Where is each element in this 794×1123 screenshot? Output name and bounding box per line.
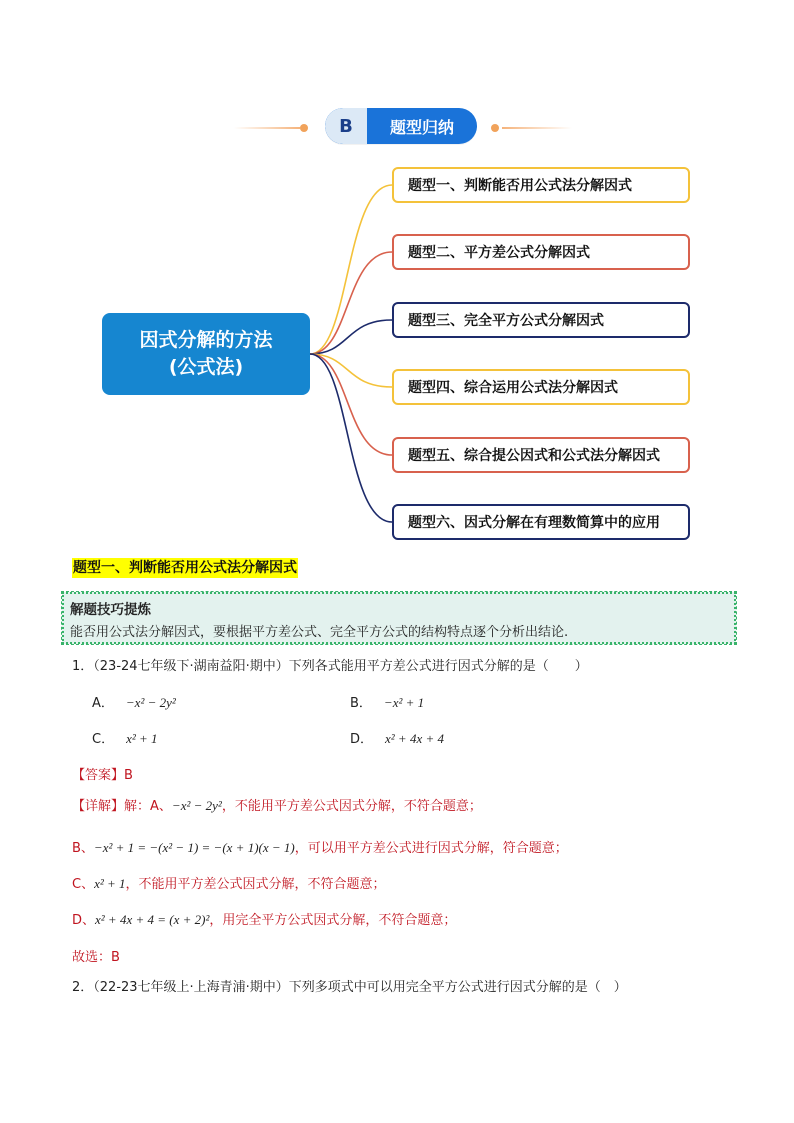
option-a-math: −x² − 2y² bbox=[125, 695, 176, 710]
detail-c-text: ，不能用平方差公式因式分解，不符合题意； bbox=[125, 877, 386, 892]
option-c-label: C． bbox=[92, 732, 115, 747]
detail-d-text: ，用完全平方公式因式分解，不符合题意； bbox=[209, 913, 457, 928]
option-b bbox=[350, 692, 424, 711]
connector-3 bbox=[310, 320, 392, 354]
connector-5 bbox=[310, 354, 392, 455]
question-1-stem: 1．（23-24七年级下·湖南益阳·期中）下列各式能用平方差公式进行因式分解的是（ ） bbox=[72, 659, 588, 674]
question-2-stem: 2．（22-23七年级上·上海青浦·期中）下列多项式中可以用完全平方公式进行因式分解的是（ ） bbox=[72, 980, 627, 995]
tip-box bbox=[62, 592, 736, 644]
header-dot-left bbox=[300, 124, 308, 132]
mind-map bbox=[0, 160, 794, 550]
option-c bbox=[92, 728, 158, 747]
section-1-title: 题型一、判断能否用公式法分解因式 bbox=[73, 560, 297, 576]
detail-c-math: x² + 1 bbox=[94, 876, 126, 891]
option-a-label: A． bbox=[92, 696, 114, 711]
branch-6: 题型六、因式分解在有理数简算中的应用 bbox=[392, 504, 690, 540]
branch-1: 题型一、判断能否用公式法分解因式 bbox=[392, 167, 690, 203]
detail-c-prefix: C、 bbox=[72, 877, 95, 892]
connector-1 bbox=[310, 185, 392, 354]
option-c-math: x² + 1 bbox=[126, 731, 158, 746]
option-d-label: D． bbox=[350, 732, 374, 747]
answer-value: B bbox=[124, 768, 133, 783]
header-line-left bbox=[234, 127, 300, 129]
detail-b-math: −x² + 1 = −(x² − 1) = −(x + 1)(x − 1) bbox=[93, 840, 295, 855]
connector-2 bbox=[310, 252, 392, 354]
detail-prefix: 解：A、 bbox=[124, 799, 172, 814]
header-pill bbox=[325, 108, 477, 144]
connector-4 bbox=[310, 354, 392, 387]
detail-d-prefix: D、 bbox=[72, 913, 96, 928]
header-letter: B bbox=[325, 108, 367, 144]
branch-3: 题型三、完全平方公式分解因式 bbox=[392, 302, 690, 338]
detail-d-line bbox=[72, 909, 456, 928]
branch-2: 题型二、平方差公式分解因式 bbox=[392, 234, 690, 270]
detail-a-text: ，不能用平方差公式因式分解，不符合题意； bbox=[221, 799, 482, 814]
detail-label: 【详解】 bbox=[72, 799, 125, 814]
detail-d-math: x² + 4x + 4 = (x + 2)² bbox=[95, 912, 210, 927]
branch-4: 题型四、综合运用公式法分解因式 bbox=[392, 369, 690, 405]
detail-c-line bbox=[72, 873, 386, 892]
option-b-math: −x² + 1 bbox=[383, 695, 425, 710]
answer-label: 【答案】 bbox=[72, 768, 125, 783]
option-b-label: B． bbox=[350, 696, 372, 711]
section-header bbox=[0, 0, 794, 160]
branch-5: 题型五、综合提公因式和公式法分解因式 bbox=[392, 437, 690, 473]
detail-a-math: −x² − 2y² bbox=[171, 798, 222, 813]
choose-label: 故选： bbox=[72, 950, 112, 965]
detail-a-line bbox=[72, 795, 482, 814]
detail-b-line bbox=[72, 837, 568, 856]
header-line-right bbox=[502, 127, 572, 129]
option-d bbox=[350, 728, 444, 747]
connector-6 bbox=[310, 354, 392, 522]
header-dot-right bbox=[491, 124, 499, 132]
detail-b-text: ，可以用平方差公式进行因式分解，符合题意； bbox=[294, 841, 568, 856]
answer-line bbox=[72, 764, 133, 783]
option-d-math: x² + 4x + 4 bbox=[385, 731, 444, 746]
mind-map-root bbox=[102, 313, 310, 395]
choose-value: B bbox=[111, 950, 120, 965]
root-line-2: (公式法) bbox=[168, 356, 244, 378]
tip-title: 解题技巧提炼 bbox=[70, 602, 151, 618]
tip-body: 能否用公式法分解因式，要根据平方差公式、完全平方公式的结构特点逐个分析出结论. bbox=[70, 625, 569, 640]
option-a bbox=[92, 692, 176, 711]
detail-b-prefix: B、 bbox=[72, 841, 94, 856]
header-title: 题型归纳 bbox=[389, 117, 454, 137]
root-line-1: 因式分解的方法 bbox=[139, 329, 273, 351]
choose-line bbox=[72, 946, 120, 965]
